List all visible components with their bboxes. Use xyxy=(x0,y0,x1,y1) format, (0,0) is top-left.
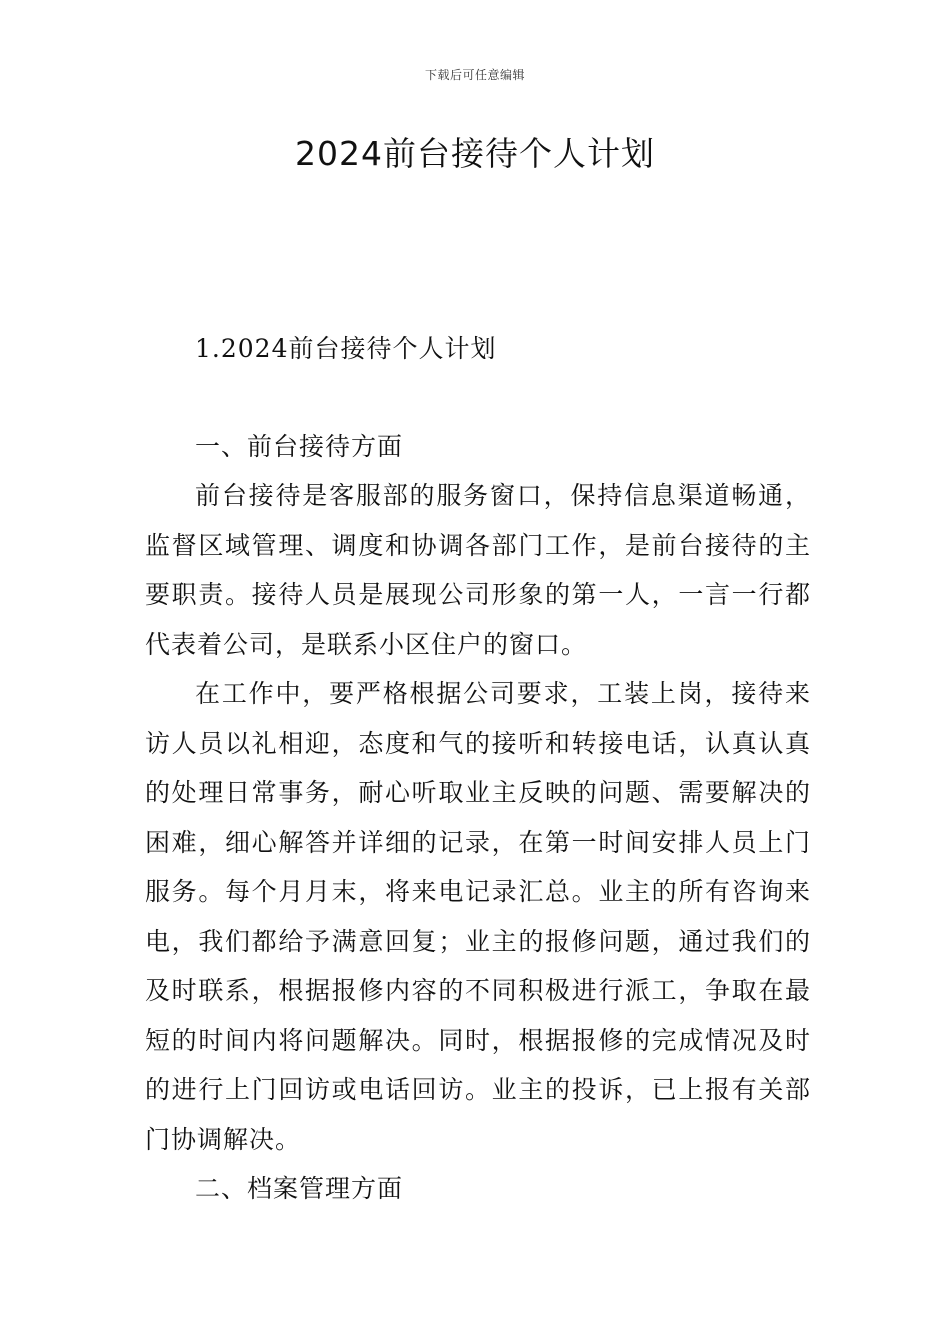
paragraph: 在工作中，要严格根据公司要求，工装上岗，接待来访人员以礼相迎，态度和气的接听和转接电话，认真认真的处理日常事务，耐心听取业主反映的问题、需要解决的困难，细心解答并详细的记录，在第一时间安排人员上门服务。每个月月末，将来电记录汇总。业主的所有咨询来电，我们都给予满意回复；业主的报修问题，通过我们的及时联系，根据报修内容的不同积极进行派工，争取在最短的时间内将问题解决。同时，根据报修的完成情况及时的进行上门回访或电话回访。业主的投诉，已上报有关部门协调解决。 xyxy=(145,679,811,1154)
paragraph: 前台接待是客服部的服务窗口，保持信息渠道畅通，监督区域管理、调度和协调各部门工作，是前台接待的主要职责。接待人员是展现公司形象的第一人，一言一行都代表着公司，是联系小区住户的窗口。 xyxy=(145,481,811,659)
header-note: 下载后可任意编辑 xyxy=(424,68,525,82)
document-title: 2024前台接待个人计划 xyxy=(295,134,655,173)
section-subtitle: 1.2024前台接待个人计划 xyxy=(195,334,497,363)
document-body xyxy=(145,324,811,1214)
section-heading-2: 二、档案管理方面 xyxy=(195,1174,404,1203)
section-heading-1: 一、前台接待方面 xyxy=(195,431,404,461)
